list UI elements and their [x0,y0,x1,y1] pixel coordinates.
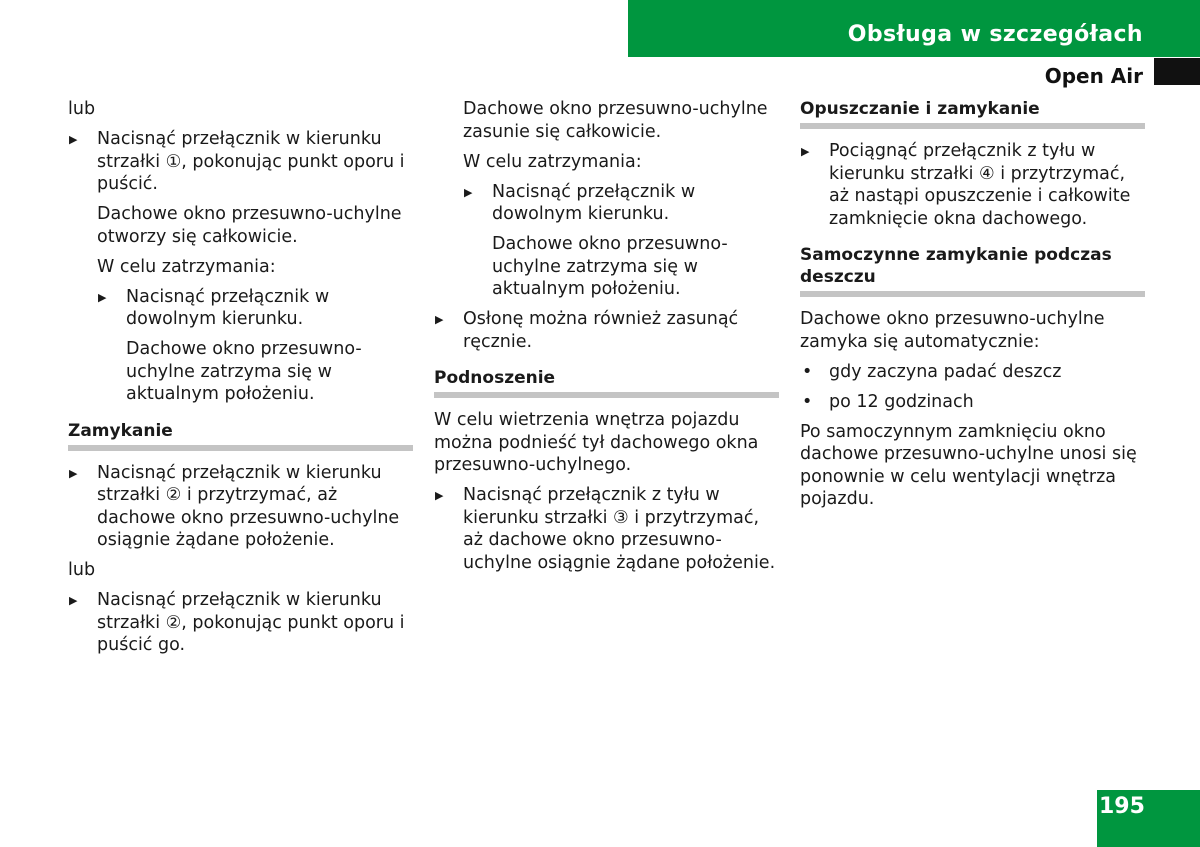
indented-block [97,338,413,406]
indented-block [463,233,779,301]
bullet-item: • gdy zaczyna padać deszcz [800,361,1145,384]
instruction-step: ▶ Nacisnąć przełącznik w dowolnym kierunku. [97,286,413,331]
paragraph: Dachowe okno przesuwno-uchylne zatrzyma się w aktualnym położeniu. [126,339,362,404]
indented-block [68,203,413,406]
column-3 [800,98,1145,518]
column-1 [68,98,413,664]
paragraph: Dachowe okno przesuwno-uchylne otworzy się całkowicie. [97,204,402,247]
indented-block [434,98,779,301]
instruction-step: ▶ Nacisnąć przełącznik z tyłu w kierunku strzałki ③ i przytrzymać, aż dachowe okno przesuwno-uchylne osiągnie żądane położenie. [434,484,779,574]
instruction-step: ▶ Nacisnąć przełącznik w kierunku strzałki ②, pokonując punkt oporu i puścić go. [68,589,413,657]
paragraph-lub: lub [68,99,96,119]
heading-zamykanie: Zamykanie [68,420,413,451]
instruction-step: ▶ Nacisnąć przełącznik w dowolnym kierunku. [463,181,779,226]
paragraph: W celu wietrzenia wnętrza pojazdu można podnieść tył dachowego okna przesuwno-uchylnego. [434,410,759,475]
bullet-item: • po 12 godzinach [800,391,1145,414]
section-marker [1154,58,1200,85]
paragraph: Po samoczynnym zamknięciu okno dachowe przesuwno-uchylne unosi się ponownie w celu wentylacji wnętrza pojazdu. [800,421,1137,509]
paragraph: W celu zatrzymania: [97,256,276,277]
paragraph: Dachowe okno przesuwno-uchylne zasunie się całkowicie. [463,99,768,142]
chapter-title: Obsługa w szczegółach [847,22,1143,47]
instruction-step: ▶ Nacisnąć przełącznik w kierunku strzałki ①, pokonując punkt oporu i puścić. [68,128,413,196]
heading-opuszczanie: Opuszczanie i zamykanie [800,98,1145,129]
heading-podnoszenie: Podnoszenie [434,367,779,398]
instruction-step: ▶ Pociągnąć przełącznik z tyłu w kierunku strzałki ④ i przytrzymać, aż nastąpi opuszczenie i całkowite zamknięcie okna dachowego. [800,140,1145,230]
paragraph: W celu zatrzymania: [463,151,642,172]
heading-samoczynne-zamykanie: Samoczynne zamykanie podczas deszczu [800,244,1145,297]
paragraph: Dachowe okno przesuwno-uchylne zatrzyma się w aktualnym położeniu. [492,234,728,299]
page-number: 195 [1099,794,1145,819]
paragraph: Dachowe okno przesuwno-uchylne zamyka się automatycznie: [800,309,1105,352]
section-title: Open Air [1044,64,1143,88]
instruction-step: ▶ Nacisnąć przełącznik w kierunku strzałki ② i przytrzymać, aż dachowe okno przesuwno-uchylne osiągnie żądane położenie. [68,462,413,552]
instruction-step: ▶ Osłonę można również zasunąć ręcznie. [434,308,779,353]
column-2 [434,98,779,582]
paragraph-lub: lub [68,560,96,580]
